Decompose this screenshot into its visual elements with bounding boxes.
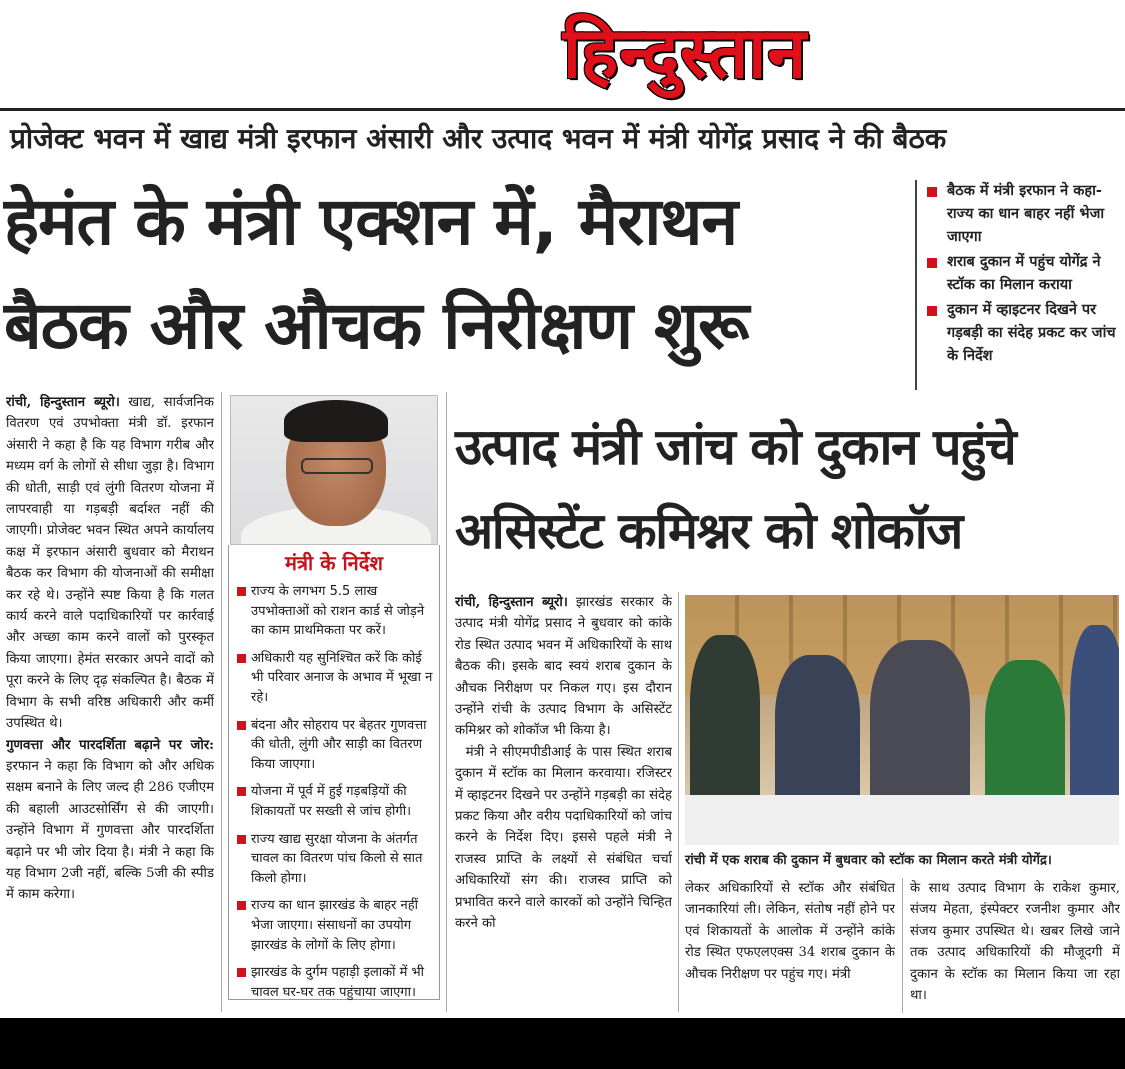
bottom-bar	[0, 1018, 1125, 1069]
story1-subhead: गुणवत्ता और पारदर्शिता बढ़ाने पर जोर:	[6, 737, 214, 753]
story1-body2: इरफान ने कहा कि विभाग को और अधिक सक्षम बनाने के लिए जल्द ही 286 एजीएम की बहाली आउटसोर्सिंग से की जाएगी। उन्होंने विभाग में गुणवत्ता और पारदर्शिता बढ़ाने पर भी जोर दिया है। मंत्री ने कहा कि यह विभाग 2जी नहीं, बल्कि 5जी की स्पीड में काम करेगा।	[6, 758, 214, 903]
main-headline-line-2: बैठक और औचक निरीक्षण शुरू	[4, 287, 749, 364]
directive-item: योजना में पूर्व में हुई गड़बड़ियों की शिकायतों पर सख्ती से जांच होगी।	[235, 782, 433, 821]
highlight-item: दुकान में व्हाइटनर दिखने पर गड़बड़ी का संदेह प्रकट कर जांच के निर्देश	[925, 299, 1120, 368]
second-headline	[455, 405, 1120, 573]
story2-body: झारखंड सरकार के उत्पाद मंत्री योगेंद्र प्रसाद ने बुधवार को कांके रोड स्थित उत्पाद भवन में अधिकारियों के साथ बैठक की। इसके बाद स्वयं शराब दुकान के औचक निरीक्षण पर निकल गए। इस दौरान उन्होंने रांची के उत्पाद विभाग के असिस्टेंट कमिश्नर को शोकॉज भी किया है।	[455, 595, 672, 739]
photo-person	[690, 635, 760, 805]
story1-column	[6, 392, 214, 1012]
story2-body2: मंत्री ने सीएमपीडीआई के पास स्थित शराब दुकान में स्टॉक का मिलान करवाया। रजिस्टर में व्हाइटनर दिखने पर उन्होंने गड़बड़ी का संदेह प्रकट किया और वरीय पदाधिकारियों को जांच करने के निर्देश दिए। इससे पहले मंत्री ने राजस्व प्राप्ति के लक्ष्यों से संबंधित चर्चा अधिकारियों संग की। राजस्व प्राप्ति को प्रभावित करने वाले कारकों को उन्होंने चिन्हित करने को	[455, 744, 672, 932]
photo-figure-glasses	[301, 458, 373, 474]
directives-title: मंत्री के निर्देश	[285, 551, 383, 575]
photo-person	[775, 655, 860, 805]
photo-table	[685, 795, 1119, 845]
directive-item: राज्य के लगभग 5.5 लाख उपभोक्ताओं को राशन कार्ड से जोड़ने का काम प्राथमिकता पर करें।	[235, 582, 433, 641]
story1-body: खाद्य, सार्वजनिक वितरण एवं उपभोक्ता मंत्री डॉ. इरफान अंसारी ने कहा है कि यह विभाग गरीब और मध्यम वर्ग के लोगों से सीधा जुड़ा है। विभाग की धोती, साड़ी एवं लुंगी वितरण योजना में लापरवाही या गड़बड़ी बर्दाश्त नहीं की जाएगी। प्रोजेक्ट भवन स्थित अपने कार्यालय कक्ष में इरफान अंसारी बुधवार को मैराथन बैठक कर विभाग की योजनाओं की समीक्षा कर रहे थे। उन्होंने स्पष्ट किया है कि गलत कार्य करने वाले पदाधिकारियों पर कार्रवाई और अच्छा काम करने वालों को पुरस्कृत किया जाएगा। हेमंत सरकार अपने वादों को पूरा करने के लिए दृढ़ संकल्पित है। बैठक में विभाग के सभी वरिष्ठ अधिकारी और कर्मी उपस्थित थे।	[6, 395, 214, 732]
highlights-box	[915, 180, 1120, 390]
inspection-photo	[685, 595, 1119, 845]
directive-item: राज्य का धान झारखंड के बाहर नहीं भेजा जाएगा। संसाधनों का उपयोग झारखंड के लोगों के लिए होगा।	[235, 896, 433, 955]
photo-person	[1070, 625, 1119, 815]
kicker-line: प्रोजेक्ट भवन में खाद्य मंत्री इरफान अंसारी और उत्पाद भवन में मंत्री योगेंद्र प्रसाद ने की बैठक	[0, 108, 1125, 168]
minister-photo	[230, 395, 438, 545]
masthead-title: हिन्दुस्तान	[562, 12, 808, 94]
directive-item: बंदना और सोहराय पर बेहतर गुणवत्ता की धोती, लुंगी और साड़ी का वितरण किया जाएगा।	[235, 716, 433, 775]
story1-dateline: रांची, हिन्दुस्तान ब्यूरो।	[6, 395, 120, 410]
directive-item: राज्य खाद्य सुरक्षा योजना के अंतर्गत चावल का वितरण पांच किलो से सात किलो होगा।	[235, 830, 433, 889]
story2-final-column: के साथ उत्पाद विभाग के राकेश कुमार, संजय मेहता, इंस्पेक्टर रजनीश कुमार और संजय कुमार उपस्थित थे। खबर लिखे जाने तक उत्पाद अधिकारियों की मौजूदगी में दुकान के स्टॉक का मिलान किया जा रहा था।	[910, 881, 1120, 1004]
second-headline-line-1: उत्पाद मंत्री जांच को दुकान पहुंचे	[455, 418, 1016, 476]
main-headline-line-1: हेमंत के मंत्री एक्शन में, मैराथन	[4, 183, 738, 260]
column-divider	[221, 392, 222, 1012]
main-headline	[4, 170, 904, 378]
column-divider	[902, 878, 903, 1013]
directive-item: अधिकारी यह सुनिश्चित करें कि कोई भी परिवार अनाज के अभाव में भूखा न रहे।	[235, 649, 433, 708]
highlight-item: शराब दुकान में पहुंच योगेंद्र ने स्टॉक का मिलान कराया	[925, 251, 1120, 297]
directives-box	[228, 545, 440, 1000]
photo-person	[870, 640, 970, 810]
story2-dateline: रांची, हिन्दुस्तान ब्यूरो।	[455, 595, 568, 610]
column-divider	[678, 592, 679, 1012]
column-divider	[446, 392, 447, 1012]
highlight-item: बैठक में मंत्री इरफान ने कहा-राज्य का धान बाहर नहीं भेजा जाएगा	[925, 180, 1120, 249]
masthead-logo	[440, 0, 930, 100]
second-headline-line-2: असिस्टेंट कमिश्नर को शोकॉज	[455, 502, 962, 560]
story2-column	[455, 592, 672, 1012]
photo-person	[985, 660, 1065, 810]
photo-caption: रांची में एक शराब की दुकान में बुधवार को स्टॉक का मिलान करते मंत्री योगेंद्र।	[685, 853, 1052, 868]
story2-continued-column: लेकर अधिकारियों से स्टॉक और संबंधित जानकारियां ली। लेकिन, संतोष नहीं होने पर एवं शिकायतों के आलोक में उन्होंने कांके रोड स्थित एफएलएक्स 34 शराब दुकान के औचक निरीक्षण पर पहुंच गए। मंत्री	[685, 881, 895, 982]
directive-item: झारखंड के दुर्गम पहाड़ी इलाकों में भी चावल घर-घर तक पहुंचाया जाएगा।	[235, 963, 433, 1002]
photo-figure-hair	[284, 400, 388, 442]
